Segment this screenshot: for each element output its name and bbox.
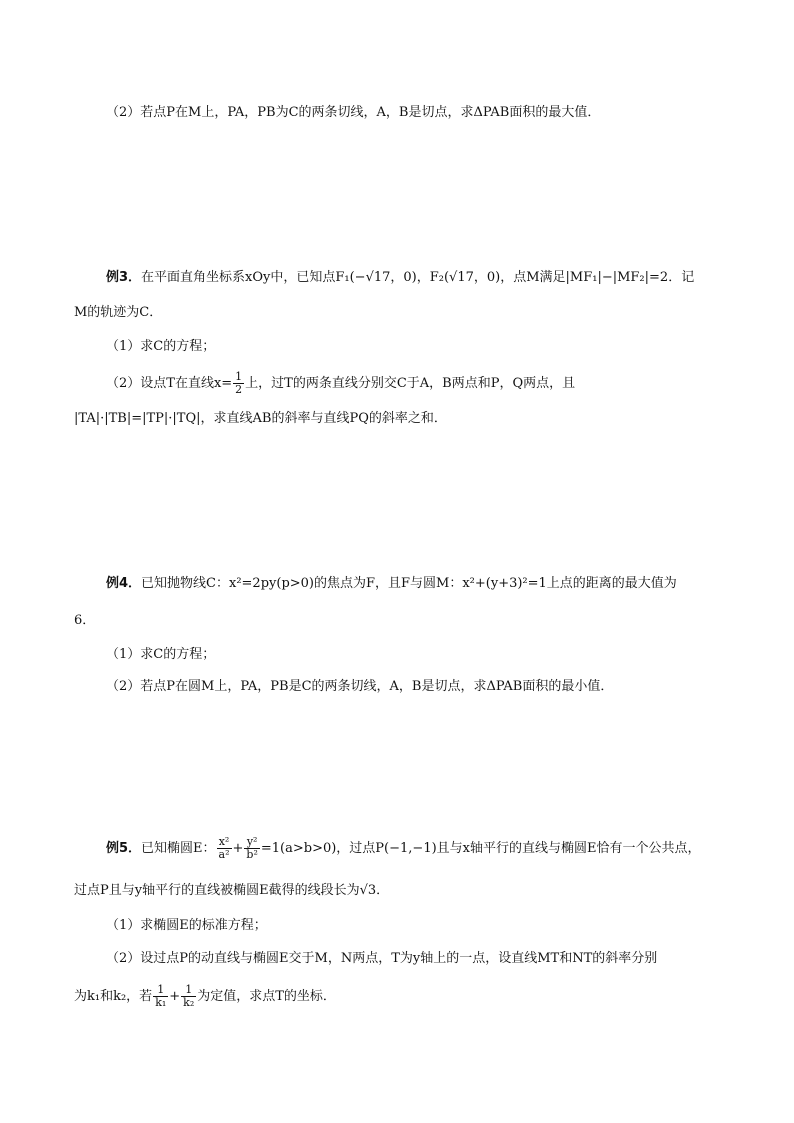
example3-part2-post: 上，过T的两条直线分别交C于A，B两点和P，Q两点，且 [245,376,576,391]
plus-sign: + [232,841,244,856]
example5-line2: 过点P且与y轴平行的直线被椭圆E截得的线段长为√3． [74,883,390,898]
fraction-x-over-a [217,836,232,861]
fraction-numerator: 1 [181,984,196,997]
fraction-denominator: 2 [235,383,243,396]
example3-label: 例3． [106,270,142,285]
fraction-one-half [233,371,244,396]
example5-line1 [106,836,700,861]
example4-part1: （1）求C的方程； [106,647,216,662]
example4-statement: 已知抛物线C：x²=2py(p>0)的焦点为F，且F与圆M：x²+(y+3)²=1上点的距离的最大值为 [141,576,677,591]
fraction-numerator: x² [217,836,232,849]
example5-part2-line2 [74,984,336,1009]
fraction-numerator: 1 [153,984,168,997]
example5-part2-line1: （2）设过点P的动直线与椭圆E交于M，N两点，T为y轴上的一点，设直线MT和NT的斜率分别 [106,951,658,966]
example4-label: 例4． [106,576,142,591]
fraction-denominator: k₁ [155,996,167,1009]
fraction-y-over-b [244,836,259,861]
example5-part2-pre: 为k₁和k₂，若 [74,989,153,1004]
fraction-denominator: b² [246,848,258,861]
example3-statement: 在平面直角坐标系xOy中，已知点F₁(−√17，0)，F₂(√17，0)，点M满足|MF₁|−|MF₂|=2．记 [141,270,695,285]
fraction-one-over-k1 [153,984,168,1009]
example4-line2: 6． [74,613,96,628]
example3-part2-pre: （2）设点T在直线x= [106,376,233,391]
example3-part2-line2: |TA|·|TB|=|TP|·|TQ|，求直线AB的斜率与直线PQ的斜率之和． [74,411,447,426]
example5-label: 例5． [106,841,142,856]
fraction-numerator: 1 [235,370,243,383]
example3-part1: （1）求C的方程； [106,339,216,354]
example4-part2: （2）若点P在圆M上，PA，PB是C的两条切线，A，B是切点，求ΔPAB面积的最小值． [106,679,614,694]
problem2-part2: （2）若点P在M上，PA，PB为C的两条切线，A，B是切点，求ΔPAB面积的最大值． [106,105,601,120]
example5-post: =1(a>b>0)，过点P(−1,−1)且与x轴平行的直线与椭圆E恰有一个公共点， [260,841,701,856]
example5-part2-post: 为定值，求点T的坐标． [197,989,336,1004]
example5-pre: 已知椭圆E： [141,841,216,856]
fraction-one-over-k2 [181,984,196,1009]
fraction-denominator: k₂ [183,996,195,1009]
fraction-denominator: a² [218,848,230,861]
plus-sign: + [169,989,181,1004]
fraction-numerator: y² [244,836,259,849]
example5-part1: （1）求椭圆E的标准方程； [106,918,267,933]
example3-line1 [106,268,694,288]
example3-line2: M的轨迹为C． [74,305,163,320]
example4-line1 [106,574,677,594]
example3-part2-line1 [106,371,575,396]
